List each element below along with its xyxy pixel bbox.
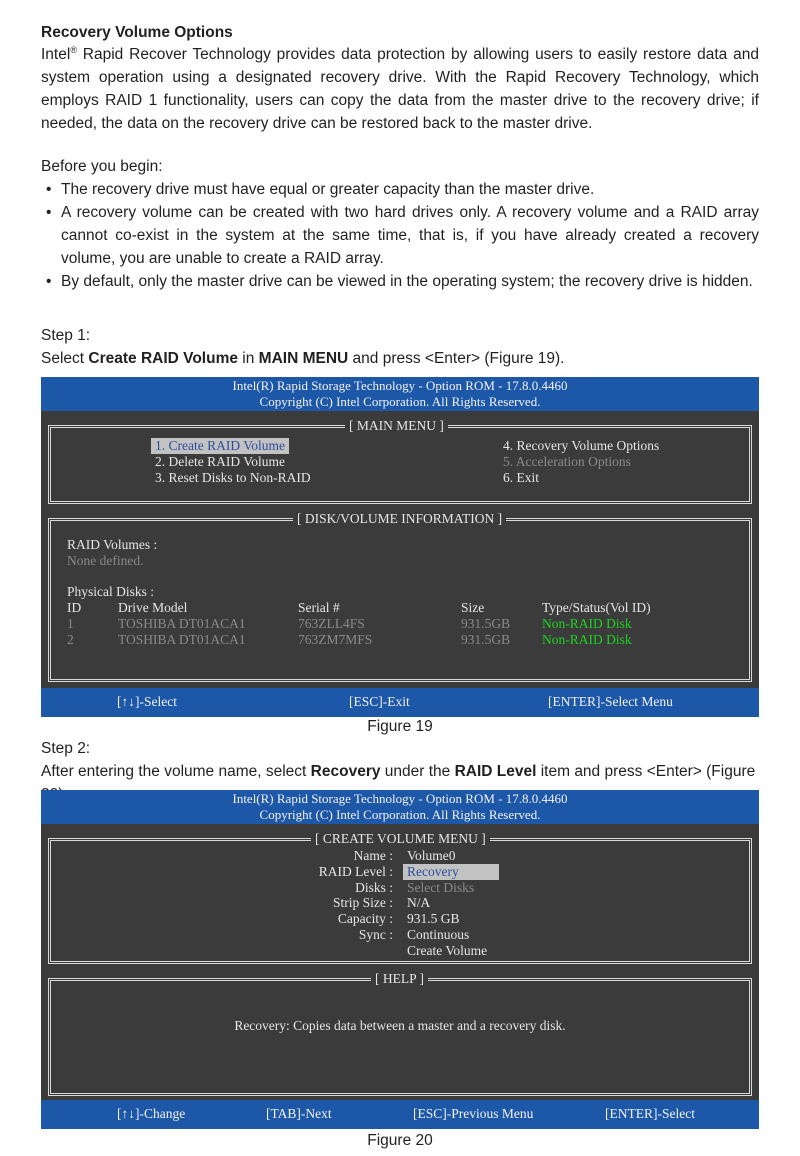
step1-bold-main-menu: MAIN MENU [258,350,349,367]
disk-cell-size: 931.5GB [461,616,511,631]
menu-item-acceleration-options: 5. Acceleration Options [503,454,631,469]
help-frame [48,978,752,1096]
field-label-disks: Disks : [355,880,393,895]
bios-header [41,790,759,824]
bullet-text: A recovery volume can be created with two hard drives only. A recovery volume and a RAID array cannot co-exist in the system at the same time, that is, if you have already created a recovery volume, you are unable to create a RAID array. [61,204,759,267]
column-header-type-status: Type/Status(Vol ID) [542,600,651,615]
menu-item-recovery-volume-options[interactable]: 4. Recovery Volume Options [503,438,660,453]
disk-cell-size: 931.5GB [461,632,511,647]
field-label-raid-level: RAID Level : [318,864,393,879]
menu-item-create-raid-volume[interactable]: 1. Create RAID Volume [151,438,289,454]
step1-text-mid: in [237,350,259,367]
bullet-icon: • [46,273,52,290]
main-menu-frame [48,425,752,504]
bios-title: Intel(R) Rapid Storage Technology - Option ROM - 17.8.0.4460 [232,378,568,393]
physical-disks-label: Physical Disks : [67,584,155,599]
name-field[interactable]: Volume0 [407,848,456,863]
footer-key-exit: [ESC]-Exit [349,694,410,709]
step2-text-mid: under the [380,763,455,780]
footer-key-previous-menu: [ESC]-Previous Menu [413,1106,534,1121]
disk-cell-id: 2 [67,632,74,647]
menu-item-reset-disks[interactable]: 3. Reset Disks to Non-RAID [155,470,311,485]
bullet-text: The recovery drive must have equal or greater capacity than the master drive. [61,181,595,198]
create-volume-button[interactable]: Create Volume [407,943,488,958]
help-text: Recovery: Copies data between a master and a recovery disk. [234,1018,566,1033]
step2-bold-raid-level: RAID Level [454,763,537,780]
disk-cell-id: 1 [67,616,74,631]
section-heading: Recovery Volume Options [41,24,233,41]
disk-cell-serial: 763ZLL4FS [298,616,365,631]
step1-text-pre: Select [41,350,89,367]
bios-copyright: Copyright (C) Intel Corporation. All Rights Reserved. [259,807,541,822]
sync-field[interactable]: Continuous [407,927,470,942]
raid-level-select[interactable]: Recovery [403,864,499,880]
field-label-sync: Sync : [358,927,393,942]
footer-key-select-menu: [ENTER]-Select Menu [548,694,673,709]
disk-cell-status: Non-RAID Disk [542,632,632,647]
intro-paragraph [41,43,759,135]
step1-bold-create-raid: Create RAID Volume [88,350,238,367]
help-title: [ HELP ] [371,972,428,986]
list-item [41,201,759,270]
menu-item-exit[interactable]: 6. Exit [503,470,539,485]
footer-key-next: [TAB]-Next [266,1106,332,1121]
column-header-drive-model: Drive Model [118,600,188,615]
step1-text-post: and press <Enter> (Figure 19). [348,350,565,367]
before-you-begin-label: Before you begin: [41,158,163,175]
capacity-field[interactable]: 931.5 GB [407,911,460,926]
field-label-name: Name : [353,848,393,863]
step2-text-post: item and press <Enter> (Figure [540,763,756,780]
raid-volumes-none: None defined. [67,553,144,568]
column-header-id: ID [67,600,82,615]
strip-size-field[interactable]: N/A [407,895,431,910]
bullet-icon: • [46,181,52,198]
step2-text-pre: After entering the volume name, select [41,763,311,780]
column-header-serial: Serial # [298,600,340,615]
disk-cell-model: TOSHIBA DT01ACA1 [118,616,246,631]
disk-cell-serial: 763ZM7MFS [298,632,373,647]
bios-header [41,377,759,411]
figure20-caption: Figure 20 [367,1132,433,1149]
intro-text: Rapid Recover Technology provides data protection by allowing users to easily restore data and system operation using a designated recovery drive. With the Rapid Recovery Technology, which employs RAID 1 functionality, users can copy the data from the master drive to the recovery drive; if needed, the data on the recovery drive can be restored back to the master drive. [41,46,759,132]
bios-footer [41,688,759,717]
figure20-bios-screen [41,790,759,1129]
step1-instruction [41,347,759,370]
bios-copyright: Copyright (C) Intel Corporation. All Rights Reserved. [259,394,541,409]
bios-title: Intel(R) Rapid Storage Technology - Option ROM - 17.8.0.4460 [232,791,568,806]
footer-key-change: [↑↓]-Change [117,1106,186,1121]
disk-cell-status: Non-RAID Disk [542,616,632,631]
bullet-text: By default, only the master drive can be viewed in the operating system; the recovery drive is hidden. [61,273,753,290]
bullet-icon: • [46,204,52,221]
column-header-size: Size [461,600,485,615]
step2-bold-recovery: Recovery [310,763,381,780]
create-volume-frame [48,838,752,964]
main-menu-title: [ MAIN MENU ] [345,419,448,433]
bios-footer [41,1100,759,1129]
figure19-caption: Figure 19 [367,718,433,735]
disk-info-title: [ DISK/VOLUME INFORMATION ] [293,512,506,526]
registered-mark: ® [70,44,77,55]
figure19-bios-screen [41,377,759,717]
intro-brand: Intel [41,46,71,63]
disk-cell-model: TOSHIBA DT01ACA1 [118,632,246,647]
step1-label: Step 1: [41,327,91,344]
footer-key-select: [ENTER]-Select [605,1106,695,1121]
list-item [41,178,759,201]
field-label-strip-size: Strip Size : [333,895,393,910]
raid-volumes-label: RAID Volumes : [67,537,158,552]
disks-field: Select Disks [407,880,475,895]
menu-item-delete-raid-volume[interactable]: 2. Delete RAID Volume [155,454,285,469]
step2-label: Step 2: [41,740,91,757]
prerequisite-list [41,178,759,293]
footer-key-select: [↑↓]-Select [117,694,177,709]
field-label-capacity: Capacity : [337,911,393,926]
list-item [41,270,759,293]
create-volume-title: [ CREATE VOLUME MENU ] [311,832,490,846]
